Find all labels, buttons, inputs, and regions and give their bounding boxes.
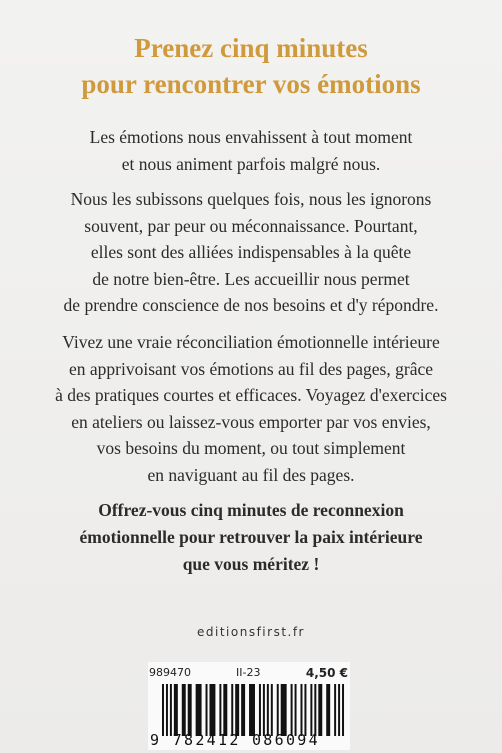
barcode-bar: [281, 684, 287, 736]
closing-line: Offrez-vous cinq minutes de reconnexion: [98, 500, 404, 520]
barcode-bar: [188, 684, 192, 736]
tagline-line-2: pour rencontrer vos émotions: [81, 69, 421, 99]
barcode-bar: [342, 684, 344, 736]
reference-code: II-23: [236, 666, 261, 679]
barcode-bar: [241, 684, 245, 736]
paragraph-body-2: [0, 329, 502, 488]
product-code: 989470: [149, 666, 191, 679]
barcode-bar: [166, 684, 168, 736]
barcode-bar: [182, 684, 186, 736]
cover-tagline: [0, 30, 502, 102]
barcode-bar: [162, 684, 164, 736]
barcode-bars: [162, 684, 346, 736]
barcode-bar: [223, 684, 227, 736]
barcode-bar: [277, 684, 279, 736]
barcode-bar: [314, 684, 316, 736]
barcode-bar: [326, 684, 330, 736]
paragraph-body-1: [0, 186, 502, 319]
barcode-bar: [334, 684, 336, 736]
barcode-bar: [259, 684, 261, 736]
closing-line: que vous méritez !: [182, 554, 320, 574]
barcode-bar: [304, 684, 306, 736]
barcode-bar: [196, 684, 202, 736]
barcode-bar: [295, 684, 297, 736]
barcode-bar: [338, 684, 340, 736]
paragraph-line: vos besoins du moment, ou tout simplement: [96, 438, 406, 458]
barcode-bar: [291, 684, 293, 736]
paragraph-line: Nous les subissons quelques fois, nous les ignorons: [70, 189, 432, 209]
tagline-line-1: Prenez cinq minutes: [134, 33, 368, 63]
barcode-block: [148, 662, 350, 750]
paragraph-line: à des pratiques courtes et efficaces. Voyagez d'exercices: [55, 385, 447, 405]
barcode-bar: [231, 684, 233, 736]
closing-statement: [0, 497, 502, 578]
paragraph-line: en ateliers ou laissez-vous emporter par vos envies,: [71, 411, 431, 432]
price-label: 4,50 €: [305, 666, 348, 680]
barcode-bar: [271, 684, 273, 736]
paragraph-line: souvent, par peur ou méconnaissance. Pourtant,: [84, 215, 418, 236]
paragraph-intro: [0, 124, 502, 177]
closing-line: émotionnelle pour retrouver la paix intérieure: [79, 527, 423, 547]
ean-number: 9 782412 086094: [150, 731, 320, 749]
barcode-bar: [209, 684, 215, 736]
paragraph-line: et nous animent parfois malgré nous.: [121, 153, 381, 174]
paragraph-line: de notre bien-être. Les accueillir nous permet: [92, 268, 410, 289]
barcode-bar: [219, 684, 221, 736]
barcode-bar: [249, 684, 255, 736]
paragraph-line: Les émotions nous envahissent à tout moment: [89, 127, 413, 147]
barcode-bar: [170, 684, 172, 736]
publisher-website: editionsfirst.fr: [197, 625, 305, 639]
paragraph-line: Vivez une vraie réconciliation émotionnelle intérieure: [62, 332, 440, 352]
barcode-bar: [206, 684, 208, 736]
paragraph-line: en apprivoisant vos émotions au fil des pages, grâce: [69, 358, 433, 379]
barcode-bar: [263, 684, 265, 736]
barcode-bar: [310, 684, 312, 736]
paragraph-line: elles sont des alliées indispensables à la quête: [90, 242, 412, 262]
barcode-bar: [235, 684, 239, 736]
barcode-bar: [267, 684, 269, 736]
paragraph-line: en naviguant au fil des pages.: [147, 464, 355, 485]
barcode-info-row: [148, 666, 350, 682]
paragraph-line: de prendre conscience de nos besoins et d'y répondre.: [63, 295, 439, 315]
barcode-bar: [318, 684, 322, 736]
barcode-bar: [300, 684, 302, 736]
barcode-bar: [174, 684, 178, 736]
